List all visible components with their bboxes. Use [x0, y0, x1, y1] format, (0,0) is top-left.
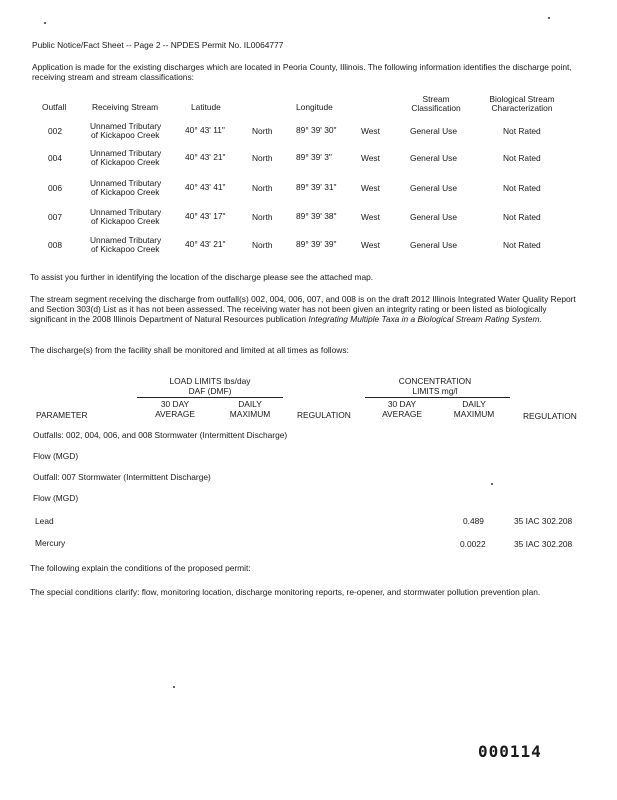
- flow-row-2: Flow (MGD): [33, 493, 79, 503]
- col-parameter: PARAMETER: [36, 410, 88, 420]
- col-header-stream-classification-2: Classification: [411, 103, 461, 113]
- stream-classification: General Use: [410, 240, 458, 250]
- longitude-direction: West: [361, 153, 380, 163]
- stream-classification: General Use: [410, 153, 458, 163]
- latitude-direction: North: [252, 212, 273, 222]
- receiving-stream-line1: Unnamed Tributary: [90, 148, 162, 158]
- biological-characterization: Not Rated: [503, 153, 541, 163]
- col-regulation-conc: REGULATION: [523, 411, 577, 421]
- receiving-stream-line2: of Kickapoo Creek: [91, 244, 160, 254]
- latitude-value: 40° 43' 17": [185, 211, 226, 221]
- param-mercury: Mercury: [35, 538, 66, 548]
- col-daily-conc-2: MAXIMUM: [453, 409, 495, 419]
- col-header-biological-2: Characterization: [491, 103, 553, 113]
- latitude-value: 40° 43' 21": [185, 239, 226, 249]
- outfall-group-2: Outfall: 007 Stormwater (Intermittent Discharge): [33, 472, 211, 482]
- biological-characterization: Not Rated: [503, 212, 541, 222]
- scan-speck: [173, 686, 175, 688]
- conc-limits-header-2: LIMITS mg/l: [412, 386, 458, 396]
- conc-limits-underline: [365, 397, 510, 398]
- latitude-direction: North: [252, 240, 273, 250]
- stream-classification: General Use: [410, 183, 458, 193]
- longitude-value: 89° 39' 30": [296, 125, 337, 135]
- latitude-direction: North: [252, 153, 273, 163]
- longitude-value: 89° 39' 38": [296, 211, 337, 221]
- lead-regulation: 35 IAC 302.208: [514, 516, 573, 526]
- latitude-direction: North: [252, 126, 273, 136]
- segment-text: The stream segment receiving the discharge from outfall(s) 002, 004, 006, 007, and 008 is on the draft 2012 Illinois Integrated Water Quality Report and Section 303(d) List as it has not been assessed. The receiving water has not been given an integrity rating or been listed as biologically significant in the 2008 Illinois Department of Natural Resources publication: [30, 294, 576, 324]
- biological-characterization: Not Rated: [503, 126, 541, 136]
- mercury-regulation: 35 IAC 302.208: [514, 539, 573, 549]
- longitude-direction: West: [361, 126, 380, 136]
- col-header-outfall: Outfall: [42, 102, 67, 112]
- segment-publication-title: Integrating Multiple Taxa in a Biological Stream Rating System.: [308, 314, 542, 324]
- longitude-direction: West: [361, 183, 380, 193]
- receiving-stream-line1: Unnamed Tributary: [90, 178, 162, 188]
- receiving-stream-line1: Unnamed Tributary: [90, 121, 162, 131]
- col-header-biological-1: Biological Stream: [489, 94, 555, 104]
- col-30day-conc-2: AVERAGE: [382, 409, 422, 419]
- receiving-stream-line2: of Kickapoo Creek: [91, 216, 160, 226]
- conc-limits-header-1: CONCENTRATION: [398, 376, 472, 386]
- latitude-value: 40° 43' 11": [185, 125, 225, 135]
- col-header-latitude: Latitude: [191, 102, 221, 112]
- longitude-value: 89° 39' 3": [296, 152, 332, 162]
- latitude-value: 40° 43' 21": [185, 152, 226, 162]
- col-daily-load-2: MAXIMUM: [229, 409, 271, 419]
- outfall-number: 008: [48, 240, 62, 250]
- col-daily-load-1: DAILY: [238, 399, 262, 409]
- conditions-intro: The following explain the conditions of the proposed permit:: [30, 563, 251, 573]
- col-header-longitude: Longitude: [296, 102, 333, 112]
- outfall-number: 004: [48, 153, 62, 163]
- col-30day-load-1: 30 DAY: [160, 399, 190, 409]
- receiving-stream-line2: of Kickapoo Creek: [91, 130, 160, 140]
- receiving-stream-line1: Unnamed Tributary: [90, 207, 162, 217]
- outfall-number: 006: [48, 183, 62, 193]
- map-note: To assist you further in identifying the location of the discharge please see the attached map.: [30, 272, 374, 282]
- scan-speck: [44, 22, 46, 24]
- col-30day-load-2: AVERAGE: [155, 409, 195, 419]
- col-daily-conc-1: DAILY: [462, 399, 486, 409]
- col-regulation-load: REGULATION: [297, 410, 351, 420]
- param-lead: Lead: [35, 516, 54, 526]
- stream-classification: General Use: [410, 212, 458, 222]
- flow-row-1: Flow (MGD): [33, 451, 79, 461]
- lead-daily-max: 0.489: [463, 516, 484, 526]
- load-limits-underline: [137, 397, 283, 398]
- col-header-receiving-stream: Receiving Stream: [92, 102, 159, 112]
- stream-classification: General Use: [410, 126, 458, 136]
- special-conditions: The special conditions clarify: flow, monitoring location, discharge monitoring reports, re-opener, and stormwater pollution prevention plan.: [30, 587, 541, 597]
- col-header-stream-classification-1: Stream: [422, 94, 450, 104]
- load-limits-header-2: DAF (DMF): [188, 386, 232, 396]
- mercury-daily-max: 0.0022: [460, 539, 486, 549]
- longitude-value: 89° 39' 31": [296, 182, 337, 192]
- segment-paragraph: [30, 294, 578, 324]
- longitude-direction: West: [361, 240, 380, 250]
- receiving-stream-line2: of Kickapoo Creek: [91, 157, 160, 167]
- monitor-note: The discharge(s) from the facility shall be monitored and limited at all times as follows:: [30, 345, 349, 355]
- latitude-direction: North: [252, 183, 273, 193]
- scan-speck: [548, 17, 550, 19]
- receiving-stream-line2: of Kickapoo Creek: [91, 187, 160, 197]
- outfalls-group-1: Outfalls: 002, 004, 006, and 008 Stormwater (Intermittent Discharge): [33, 430, 288, 440]
- latitude-value: 40° 43' 41": [185, 182, 226, 192]
- col-30day-conc-1: 30 DAY: [387, 399, 417, 409]
- receiving-stream-line1: Unnamed Tributary: [90, 235, 162, 245]
- page-header: Public Notice/Fact Sheet -- Page 2 -- NPDES Permit No. IL0064777: [32, 40, 284, 50]
- scan-speck: [491, 483, 493, 485]
- outfall-number: 002: [48, 126, 62, 136]
- intro-paragraph: Application is made for the existing discharges which are located in Peoria County, Illinois. The following information identifies the discharge point, receiving stream and stream classifications:: [32, 62, 572, 82]
- longitude-value: 89° 39' 39": [296, 239, 337, 249]
- page-number: 000114: [478, 742, 542, 761]
- load-limits-header-1: LOAD LIMITS lbs/day: [169, 376, 251, 386]
- biological-characterization: Not Rated: [503, 183, 541, 193]
- outfall-number: 007: [48, 212, 62, 222]
- longitude-direction: West: [361, 212, 380, 222]
- biological-characterization: Not Rated: [503, 240, 541, 250]
